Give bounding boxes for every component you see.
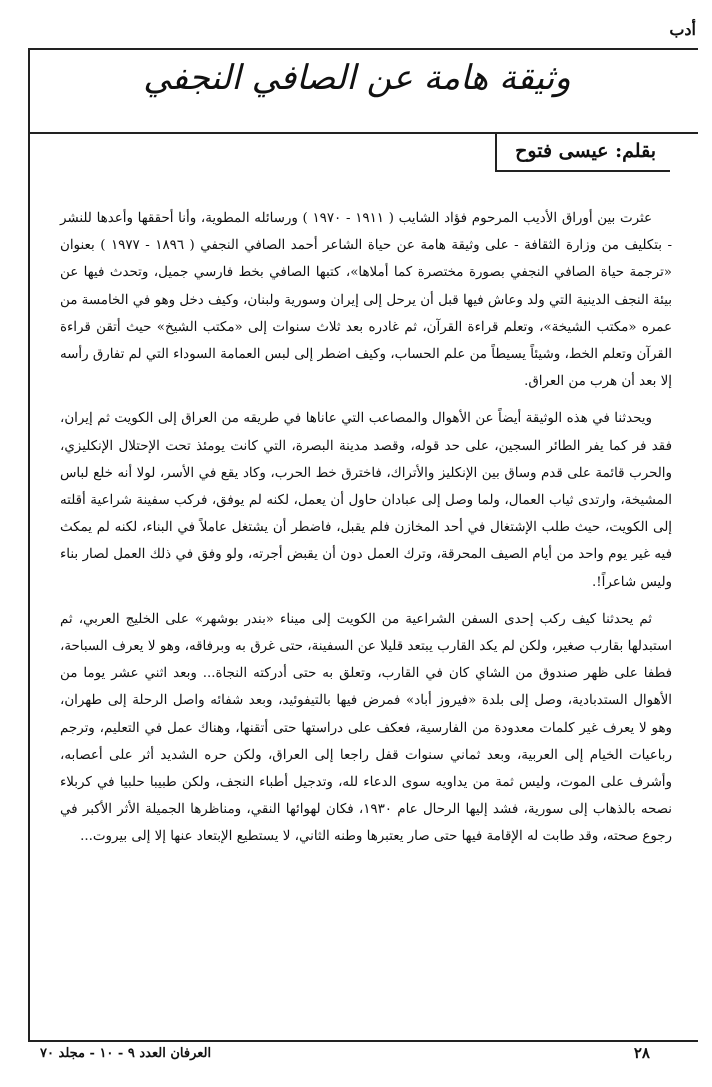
article-title: وثيقة هامة عن الصافي النجفي xyxy=(143,58,571,98)
article-byline: بقلم: عيسى فتوح xyxy=(495,132,670,172)
bottom-rule xyxy=(28,1040,698,1042)
paragraph: ثم يحدثنا كيف ركب إحدى السفن الشراعية من الكويت إلى ميناء «بندر بوشهر» على الخليج العربي، ثم استبدلها بقارب صغير، ولكن لم يكد القارب يبتعد قليلا عن السفينة، حتى غرق به وبرفاقه، وهو لا يعرف السباحة، فطفا على ظهر صندوق من الشاي كان في القارب، وتعلق به حتى أدركته النجاة... وبعد اثني عشر يوما من الأهوال الستدبادية، وصل إلى بلدة «فيروز أباد» فمرض فيها بالتيفوئيد، وبعد شفائه واصل الرحلة إلى طهران، وهو لا يعرف غير كلمات معدودة من الفارسية، فعكف على دراستها حتى أتقنها، وهناك عمل في التعليم، وترجم رباعيات الخيام إلى العربية، وبعد ثماني سنوات قفل راجعا إلى العراق، ولكن حره الشديد أثر على أعصابه، وأشرف على الموت، وليس ثمة من يداويه سوى الدعاء لله، وتدجيل أطباء النجف، ولكن طبيبا حلبيا في كربلاء نصحه بالذهاب إلى سورية، فشد إليها الرحال عام ١٩٣٠، فكان لهوائها النقي، ومناظرها الجميلة الأثر الأكبر في رجوع صحته، وقد طابت له الإقامة فيها حتى صار يعتبرها وطنه الثاني، لا يستطيع الإبتعاد عنها إلا إلى بيروت... xyxy=(60,611,672,845)
paragraph: ويحدثنا في هذه الوثيقة أيضاً عن الأهوال والمصاعب التي عاناها في طريقه من العراق إلى الكويت ثم إيران، فقد فر كما يفر الطائر السجين، على حد قوله، وقصد مدينة البصرة، التي كانت يومئذ تحت الإحتلال الإنكليزي، والحرب قائمة على قدم وساق بين الإنكليز والأتراك، فاخترق خط الحرب، وكاد يقع في الأسر، لولا أنه خلع لباس المشيخة، وارتدى ثياب العمال، ولما وصل إلى عبادان حاول أن يعمل، لكنه لم يوفق، فركب سفينة شراعية أقلته إلى الكويت، حيث طلب الإشتغال في أحد المخازن فلم يقبل، فاضطر أن يشتغل عاملاً في البناء، لكنه لم يمكث فيه غير يوم واحد من أيام الصيف المحرقة، وترك العمل دون أن يقبض أجرته، ولو وفق في ذلك العمل لصار بناء وليس شاعراً!. xyxy=(60,411,672,590)
top-rule xyxy=(28,48,698,50)
section-label: أدب xyxy=(669,20,696,39)
left-rule xyxy=(28,48,30,1040)
journal-info: العرفان العدد ٩ - ١٠ - مجلد ٧٠ xyxy=(40,1046,212,1061)
paragraph: عثرت بين أوراق الأديب المرحوم فؤاد الشايب ( ١٩١١ - ١٩٧٠ ) ورسائله المطوية، وأنا أحققها وأعدها للنشر - بتكليف من وزارة الثقافة - على وثيقة هامة عن حياة الشاعر أحمد الصافي النجفي ( ١٨٩٦ - ١٩٧٧ ) بعنوان «ترجمة حياة الصافي النجفي بصورة مختصرة كما أملاها»، كتبها الصافي بخط فارسي جميل، وتحدث فيها عن بيئة النجف الدينية التي ولد وعاش فيها قبل أن يرحل إلى إيران وسورية ولبنان، وكيف دخل وهو في الخامسة من عمره «مكتب الشيخة»، وتعلم قراءة القرآن، ثم غادره بعد ثلاث سنوات إلى «مكتب الشيخ» حيث أتقن قراءة القرآن وتعلم الخط، وشيئاً يسيطاً من علم الحساب، وكيف اضطر إلى لبس العمامة السوداء التي لم تفارق رأسه إلا بعد أن هرب من العراق. xyxy=(60,211,672,390)
article-body xyxy=(60,205,672,861)
page-number: ٢٨ xyxy=(633,1044,650,1062)
